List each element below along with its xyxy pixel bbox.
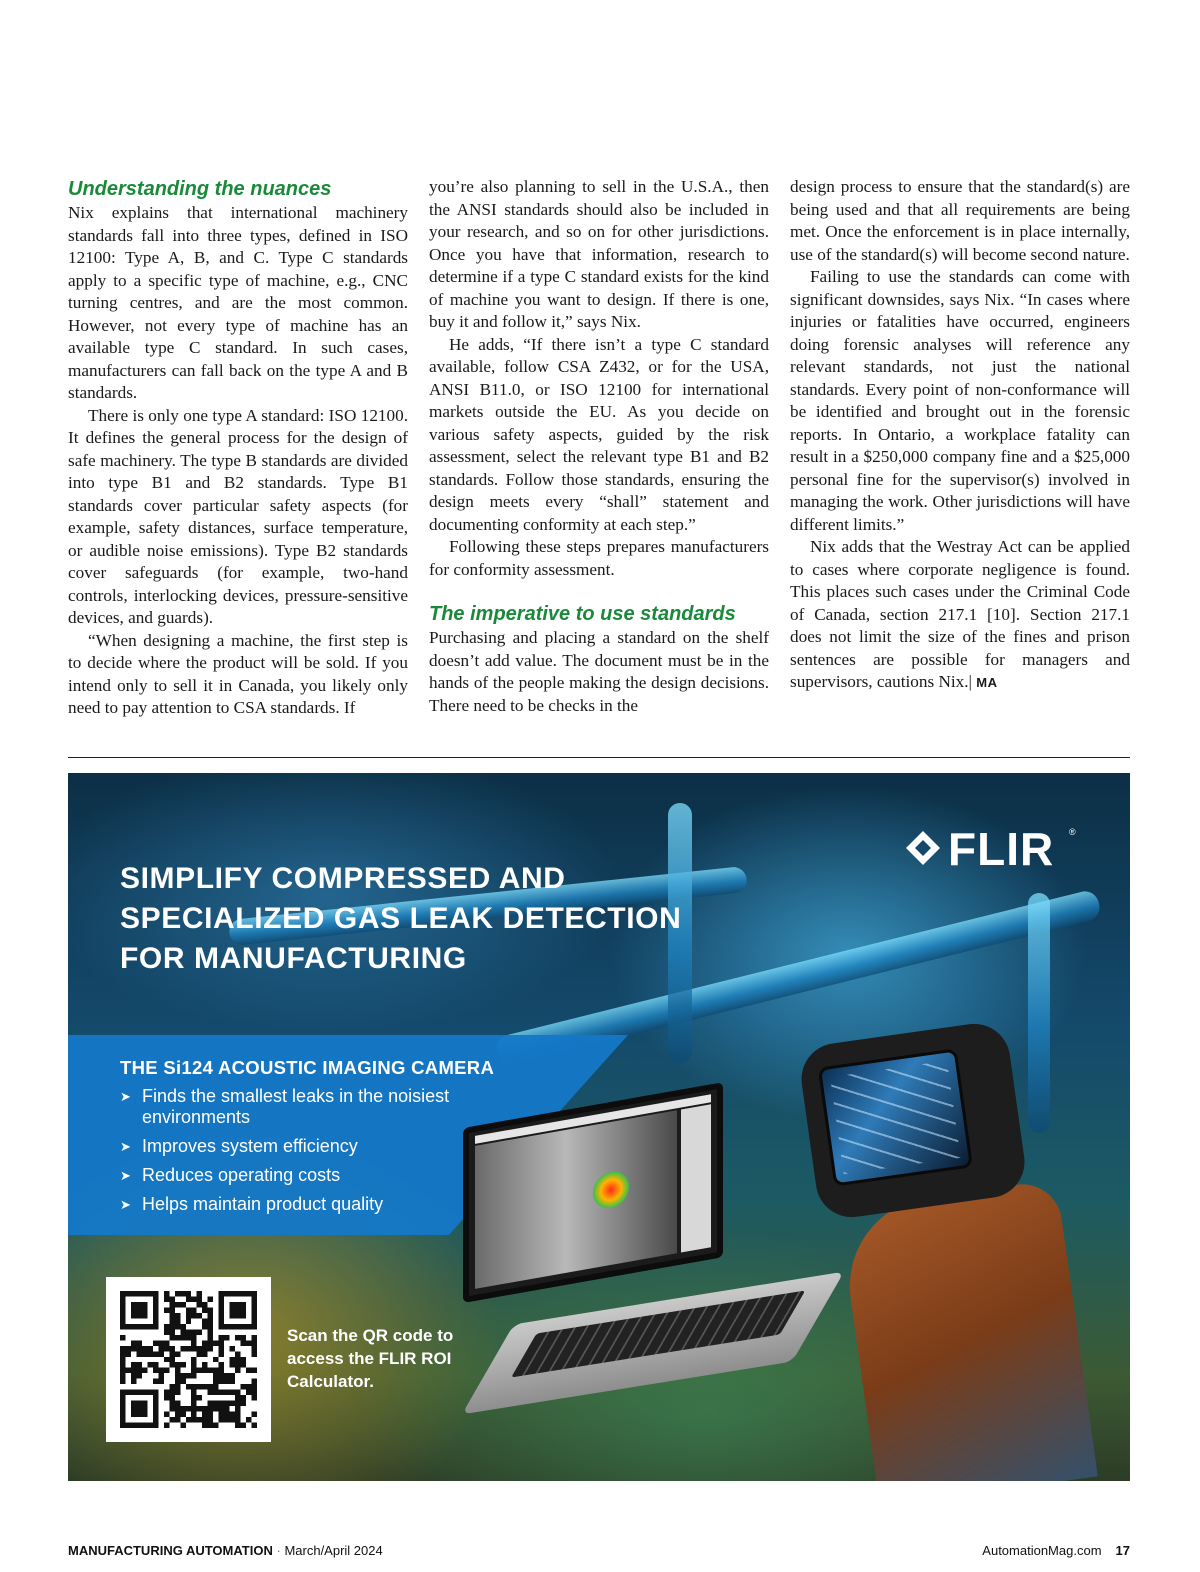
- article-column-3: [790, 176, 1130, 695]
- footer-separator: ·: [276, 1543, 281, 1558]
- section-heading-nuances: Understanding the nuances: [68, 178, 332, 200]
- paragraph: Failing to use the standards can come with significant downsides, says Nix. “In cases where injuries or fatalities have occurred, engineers doing forensic analyses will reference any relevant standards, not just the national standards. Every point of non-conformance will be identified and brought out in the forensic reports. In Ontario, a workplace fatality can result in a $250,000 company fine and a $25,000 personal fine for the supervisor(s) involved in managing the work. Other jurisdictions will have different limits.”: [790, 267, 1130, 534]
- section-heading-imperative: The imperative to use standards: [429, 603, 736, 625]
- ad-headline: [120, 859, 740, 979]
- issue-date: March/April 2024: [284, 1543, 383, 1558]
- paragraph-text: Nix adds that the Westray Act can be applied to cases where corporate negligence is found. This places such cases under the Criminal Code of Canada, section 217.1 [10]. Section 217.1 does not limit the size of the fines and prison sentences are possible for managers and supervisors, cautions Nix.: [790, 537, 1130, 691]
- feature-item: [120, 1086, 500, 1128]
- footer-site-info: [982, 1543, 1130, 1558]
- camera-screen: [818, 1048, 973, 1186]
- paragraph: Following these steps prepares manufacturers for conformity assessment.: [429, 537, 769, 579]
- screen-sidebar: [681, 1104, 711, 1252]
- pipe-graphic: [1028, 893, 1050, 1133]
- arrow-right-icon: ➤: [120, 1168, 131, 1183]
- flir-advertisement[interactable]: [68, 773, 1130, 1481]
- article-column-1: [68, 176, 408, 720]
- arrow-right-icon: ➤: [120, 1089, 131, 1104]
- camera-screen-image: [830, 1061, 960, 1174]
- feature-text: Reduces operating costs: [142, 1165, 341, 1185]
- operator-arm-image: [838, 1179, 1098, 1481]
- qr-caption: Scan the QR code to access the FLIR ROI Calculator.: [287, 1326, 454, 1391]
- paragraph: “When designing a machine, the first step is to decide where the product will be sold. If you intend only to sell it in Canada, you likely only need to pay attention to CSA standards. If: [68, 630, 408, 717]
- ad-headline-line: SPECIALIZED GAS LEAK DETECTION: [120, 902, 682, 935]
- ad-divider-rule: [68, 757, 1130, 758]
- arrow-right-icon: ➤: [120, 1197, 131, 1212]
- camera-body: [797, 1019, 1029, 1222]
- acoustic-camera-image: [808, 1033, 1018, 1223]
- product-title: THE Si124 ACOUSTIC IMAGING CAMERA: [120, 1057, 495, 1078]
- product-features: [120, 1086, 500, 1223]
- flir-logo: [904, 823, 1079, 875]
- feature-item: [120, 1136, 500, 1157]
- feature-text: Improves system efficiency: [142, 1136, 358, 1156]
- paragraph: Nix explains that international machinery standards fall into three types, defined in ISO 12100: Type A, B, and C. Type C standards apply to a specific type of machine, e.g., CNC turning centres, and are the most common. However, not every type of machine has an available type C standard. In such cases, manufacturers can fall back on the type A and B standards.: [68, 203, 408, 402]
- arrow-right-icon: ➤: [120, 1139, 131, 1154]
- paragraph: He adds, “If there isn’t a type C standard available, follow CSA Z432, or for the USA, ANSI B11.0, or ISO 12100 for international markets outside the EU. As you decide on various safety aspects, guided by the risk assessment, select the relevant type B1 and B2 standards. Follow those standards, ensuring the design meets every “shall” statement and documenting conformity at each step.”: [429, 334, 769, 534]
- flir-diamond-icon: [906, 831, 940, 865]
- publication-name: MANUFACTURING AUTOMATION: [68, 1543, 273, 1558]
- feature-text: Helps maintain product quality: [142, 1194, 384, 1214]
- registered-mark: ®: [1069, 827, 1076, 837]
- article-body: [68, 176, 1130, 726]
- flir-wordmark: FLIR: [948, 823, 1055, 875]
- qr-code-box[interactable]: [106, 1277, 271, 1442]
- laptop-image: [463, 1128, 843, 1398]
- paragraph: Nix adds that the Westray Act can be applied to cases where corporate negligence is found. This places such cases under the Criminal Code of Canada, section 217.1 [10]. Section 217.1 does not limit the size of the fines and prison sentences are possible for managers and supervisors, cautions Nix.| MA: [790, 537, 1130, 691]
- page-footer: [68, 1543, 1130, 1563]
- keyboard-keys: [511, 1290, 805, 1377]
- leak-hotspot: [593, 1169, 629, 1211]
- article-column-2: [429, 176, 769, 717]
- footer-publication-info: [68, 1543, 383, 1558]
- paragraph: you’re also planning to sell in the U.S.A., then the ANSI standards should also be included in your research, and so on for other jurisdictions. Once you have that information, research to determine if a type C standard exists for the kind of machine you want to design. If there is one, buy it and follow it,” says Nix.: [429, 177, 769, 331]
- paragraph: Purchasing and placing a standard on the shelf doesn’t add value. The document must be in the hands of the people making the design decisions. There need to be checks in the: [429, 628, 769, 715]
- page-number: 17: [1115, 1543, 1130, 1558]
- website-link[interactable]: AutomationMag.com: [982, 1543, 1102, 1558]
- qr-code-icon[interactable]: [120, 1291, 257, 1428]
- ad-headline-line: SIMPLIFY COMPRESSED AND: [120, 862, 566, 895]
- feature-item: [120, 1194, 500, 1215]
- end-mark: MA: [976, 675, 998, 690]
- ad-headline-line: FOR MANUFACTURING: [120, 942, 467, 975]
- feature-item: [120, 1165, 500, 1186]
- paragraph: design process to ensure that the standard(s) are being used and that all requirements are being met. Once the enforcement is in place internally, use of the standard(s) will become second nature.: [790, 177, 1130, 264]
- paragraph: There is only one type A standard: ISO 12100. It defines the general process for the design of safe machinery. The type B standards are divided into type B1 and B2 standards. Type B1 standards cover particular safety aspects (for example, safety distances, surface temperature, or audible noise emissions). Type B2 standards cover safeguards (for example, two-hand controls, interlocking devices, pressure-sensitive devices, and guards).: [68, 405, 408, 627]
- feature-text: Finds the smallest leaks in the noisiest environments: [142, 1086, 450, 1127]
